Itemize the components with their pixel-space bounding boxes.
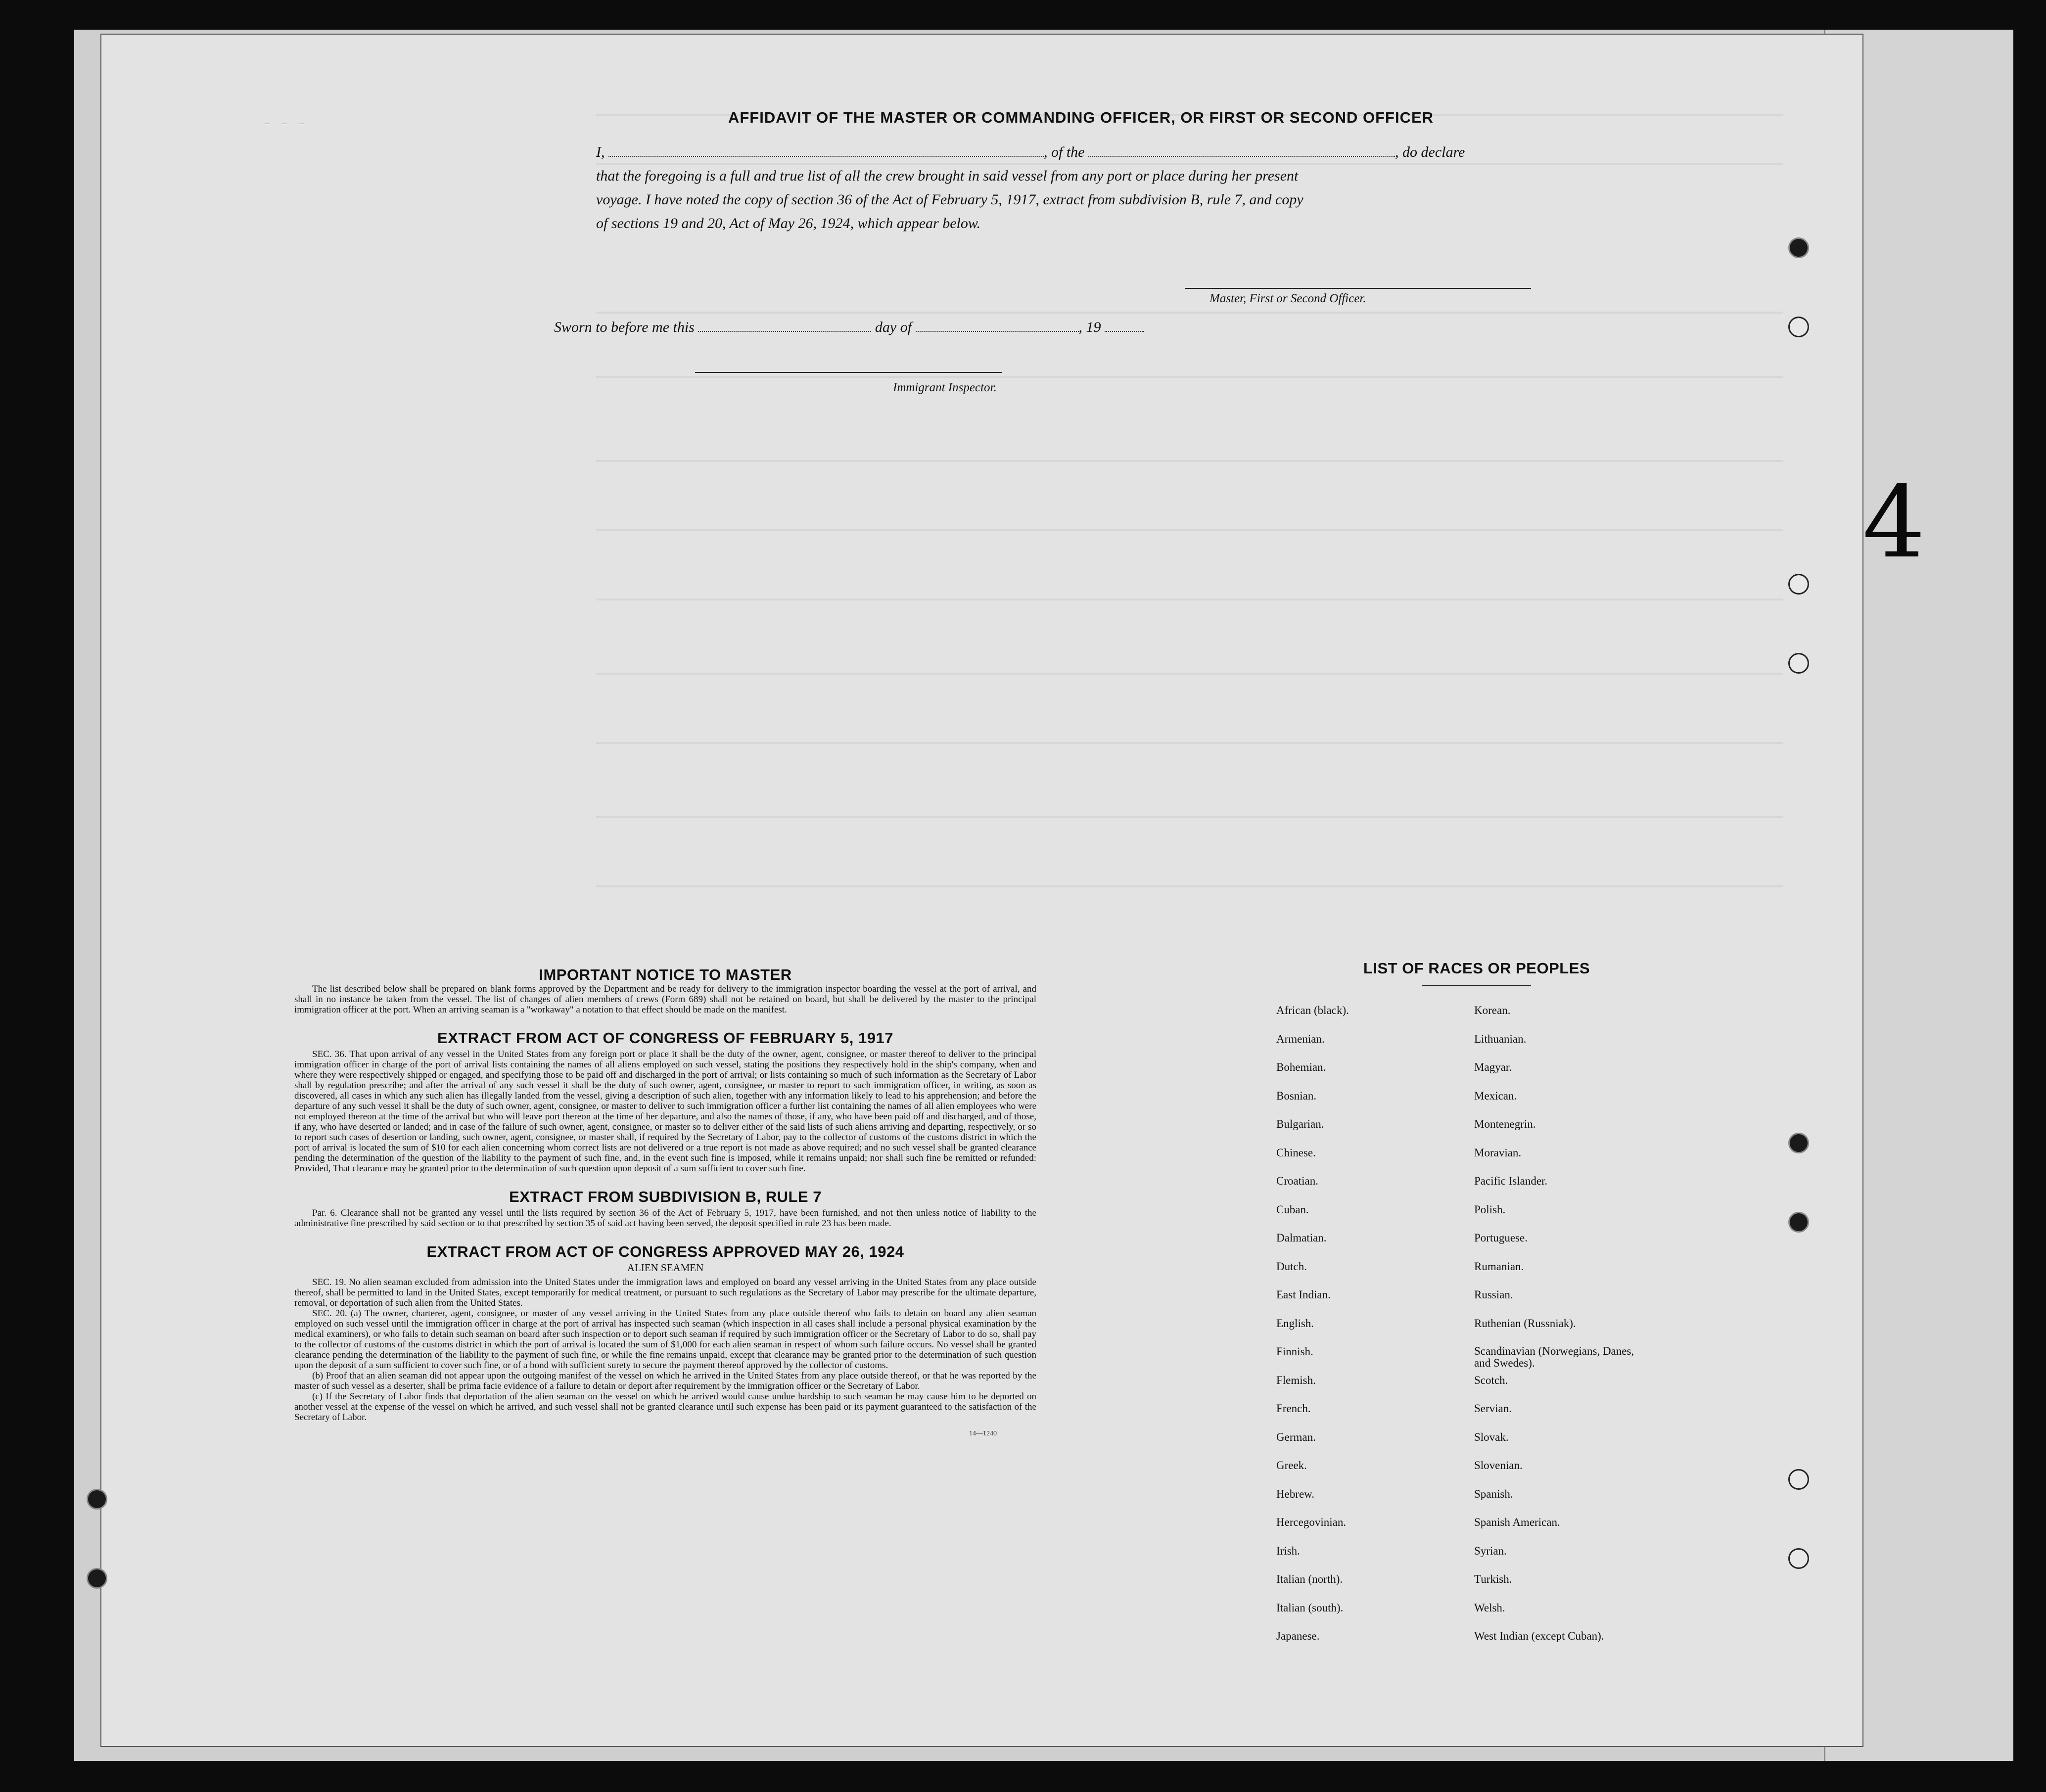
- race-item: Russian.: [1474, 1288, 1513, 1301]
- affidavit-title: AFFIDAVIT OF THE MASTER OR COMMANDING OFFICER, OR FIRST OR SECOND OFFICER: [728, 109, 1434, 126]
- master-signature-line[interactable]: [1185, 288, 1531, 289]
- alien-seamen-heading: ALIEN SEAMEN: [627, 1262, 704, 1274]
- race-item: Hercegovinian.: [1276, 1516, 1347, 1528]
- section-20b-text: (b) Proof that an alien seaman did not appear upon the outgoing manifest of the vessel on which he arrived in the United States from any place outside thereof, or that he was reported by the master of such vessel as a deserter, shall be prima facie evidence of a failure to detain or deport after requirement by the immigration officer or the Secretary of Labor.: [294, 1371, 1036, 1391]
- races-right-column: [1474, 1004, 1672, 1658]
- race-item: Moravian.: [1474, 1146, 1522, 1159]
- races-title: LIST OF RACES OR PEOPLES: [1363, 960, 1590, 977]
- extract-1924-title: EXTRACT FROM ACT OF CONGRESS APPROVED MAY 26, 1924: [426, 1243, 904, 1260]
- race-item: Pacific Islander.: [1474, 1175, 1548, 1187]
- race-item: Finnish.: [1276, 1345, 1313, 1358]
- binder-hole: [1788, 1548, 1809, 1569]
- race-item: Mexican.: [1474, 1089, 1517, 1102]
- sworn-year-blank[interactable]: [1105, 319, 1144, 332]
- race-item: Montenegrin.: [1474, 1118, 1536, 1130]
- race-item: Welsh.: [1474, 1601, 1505, 1614]
- sworn-line: [554, 316, 1144, 339]
- race-item: French.: [1276, 1402, 1311, 1415]
- affidavit-section: [596, 109, 1585, 235]
- race-item: Hebrew.: [1276, 1487, 1315, 1500]
- handwritten-page-number: 4: [1862, 465, 1926, 580]
- day-of-text: day of: [875, 319, 912, 335]
- sworn-day-blank[interactable]: [698, 319, 871, 332]
- race-item: Armenian.: [1276, 1032, 1325, 1045]
- master-signature-label: Master, First or Second Officer.: [1209, 292, 1366, 305]
- affidavit-line-3: voyage. I have noted the copy of section 36 of the Act of February 5, 1917, extract from subdivision B, rule 7, and copy: [596, 191, 1303, 208]
- race-item: Chinese.: [1276, 1146, 1316, 1159]
- race-item: English.: [1276, 1317, 1314, 1330]
- race-item: Bosnian.: [1276, 1089, 1317, 1102]
- extract-1917-body: SEC. 36. That upon arrival of any vessel in the United States from any foreign port or place it shall be the duty of the owner, agent, consignee, or master thereof to deliver to the principal immigration officer in charge of the port of arrival lists containing the names of all aliens employed on such vessel, stating the positions they respectively hold in the ship's company, when and where they were respectively shipped or engaged, and specifying those to be paid off and discharged in the port of arrival; or lists containing so much of such information as the Secretary of Labor shall by regulation prescribe; and after the arrival of any such vessel it shall be the duty of such owner, agent, consignee, or master to report to such immigration officer, in writing, as soon as discovered, all cases in which any such alien has illegally landed from the vessel, giving a description of such alien, together with any information likely to lead to his apprehension; and before the departure of any such vessel it shall be the duty of such owner, agent, consignee, or master to deliver to such immigration officer a further list containing the names of all alien employees who were not employed thereon at the time of the arrival but who will leave port thereon at the time of her departure, and also the names of those, if any, who have been paid off and discharged, and of those, if any, who have deserted or landed; and in case of the failure of such owner, agent, consignee, or master so to deliver either of the said lists of such aliens arriving and departing, respectively, or so to report such cases of desertion or landing, such owner, agent, consignee, or master shall, if required by the Secretary of Labor, pay to the collector of customs of the customs district in which the port of arrival is located the sum of $10 for each alien concerning whom correct lists are not delivered or a true report is not made as above required; and no such vessel shall be granted clearance pending the determination of the question of the liability to the payment of such fine, and, in the event such fine is imposed, while it remains unpaid; nor shall such fine be remitted or refunded: Provided, That clearance may be granted prior to the determination of such question upon deposit of a sum sufficient to cover such fine.: [294, 1049, 1036, 1174]
- form-number: 14—1240: [969, 1430, 997, 1437]
- race-item: Irish.: [1276, 1544, 1300, 1557]
- race-item: Italian (north).: [1276, 1573, 1343, 1585]
- race-item: Slovak.: [1474, 1430, 1509, 1443]
- races-section: [1264, 960, 1689, 1642]
- race-item: Portuguese.: [1474, 1232, 1528, 1244]
- race-item: West Indian (except Cuban).: [1474, 1630, 1604, 1642]
- race-item: Turkish.: [1474, 1573, 1512, 1585]
- affidavit-line-1: [596, 140, 1585, 164]
- binder-hole: [1788, 1469, 1809, 1490]
- race-item: Scotch.: [1474, 1374, 1508, 1386]
- race-item: Flemish.: [1276, 1374, 1316, 1386]
- race-item: Bulgarian.: [1276, 1118, 1324, 1130]
- extract-rule7-body: Par. 6. Clearance shall not be granted any vessel until the lists required by section 36 of the Act of February 5, 1917, have been furnished, and not then unless notice of liability to the administrative fine prescribed by said section or to that prescribed by section 35 of said act having been served, the deposit specified in rule 23 has been made.: [294, 1208, 1036, 1229]
- race-item: Japanese.: [1276, 1630, 1320, 1642]
- race-item: Italian (south).: [1276, 1601, 1344, 1614]
- race-item: Polish.: [1474, 1203, 1506, 1216]
- binder-hole: [1788, 574, 1809, 595]
- race-item: East Indian.: [1276, 1288, 1331, 1301]
- binder-hole: [87, 1489, 107, 1510]
- affidavit-line-2: that the foregoing is a full and true list of all the crew brought in said vessel from any port or place during her present: [596, 168, 1299, 184]
- manifest-page: [101, 35, 1926, 1746]
- race-item: German.: [1276, 1430, 1316, 1443]
- binder-hole: [1788, 653, 1809, 674]
- races-title-rule: [1422, 985, 1531, 986]
- affidavit-declare: , do declare: [1395, 144, 1465, 160]
- faint-header-marks: – – –: [265, 118, 309, 129]
- race-item: Lithuanian.: [1474, 1032, 1527, 1045]
- race-item: Spanish.: [1474, 1487, 1513, 1500]
- race-item: Dalmatian.: [1276, 1232, 1327, 1244]
- race-item: Syrian.: [1474, 1544, 1507, 1557]
- notice-body: The list described below shall be prepared on blank forms approved by the Department and be ready for delivery to the immigration inspector boarding the vessel at the port of arrival, and shall in no instance be taken from the vessel. The list of changes of alien members of crews (Form 689) shall not be retained on board, but shall be delivered by the master to the principal immigration officer at the port. When an arriving seaman is a "workaway" a notation to that effect should be made on the manifest.: [294, 984, 1036, 1015]
- extract-1917-title: EXTRACT FROM ACT OF CONGRESS OF FEBRUARY 5, 1917: [437, 1029, 893, 1047]
- race-item: Bohemian.: [1276, 1061, 1326, 1073]
- extract-rule7-title: EXTRACT FROM SUBDIVISION B, RULE 7: [509, 1188, 822, 1205]
- race-item: Croatian.: [1276, 1175, 1318, 1187]
- race-item: Rumanian.: [1474, 1260, 1524, 1273]
- binder-hole: [1788, 1212, 1809, 1233]
- binder-hole: [87, 1568, 107, 1589]
- races-left-column: [1276, 1004, 1474, 1658]
- affidavit-of-the: , of the: [1044, 144, 1085, 160]
- race-item: Ruthenian (Russniak).: [1474, 1317, 1576, 1330]
- binder-hole: [1788, 317, 1809, 337]
- year-prefix: , 19: [1078, 319, 1101, 335]
- section-19-text: SEC. 19. No alien seaman excluded from admission into the United States under the immigration laws and employed on board any vessel arriving in the United States from any place outside thereof, shall be permitted to land in the United States, except temporarily for medical treatment, or pursuant to such regulations as the Secretary of Labor may prescribe for the ultimate departure, removal, or deportation of such alien from the United States.: [294, 1277, 1036, 1308]
- race-item: Slovenian.: [1474, 1459, 1523, 1471]
- notice-title: IMPORTANT NOTICE TO MASTER: [539, 966, 792, 983]
- inspector-signature-label: Immigrant Inspector.: [893, 381, 997, 394]
- inspector-signature-line[interactable]: [695, 372, 1002, 373]
- binder-hole: [1788, 237, 1809, 258]
- race-item: Servian.: [1474, 1402, 1512, 1415]
- section-20a-text: SEC. 20. (a) The owner, charterer, agent, consignee, or master of any vessel arriving in the United States from any place outside thereof who fails to detain on board any alien seaman employed on such vessel until the immigration officer in charge at the port of arrival has inspected such seaman (which inspection in all cases shall include a personal physical examination by the medical examiners), or who fails to detain such seaman on board after such inspection or to deport such seaman if required by such immigration officer or the Secretary of Labor to do so, shall pay to the collector of customs of the customs district in which the port of arrival is located the sum of $1,000 for each alien seaman in respect of whom such failure occurs. No vessel shall be granted clearance pending the determination of the liability to the payment of such fine, or while the fine remains unpaid, except that clearance may be granted prior to the determination of such question upon the deposit of a sum sufficient to cover such fine, or of a bond with sufficient surety to secure the payment thereof approved by the collector of customs.: [294, 1308, 1036, 1371]
- race-item: Dutch.: [1276, 1260, 1307, 1273]
- race-item: Korean.: [1474, 1004, 1511, 1016]
- race-item: Magyar.: [1474, 1061, 1512, 1073]
- sworn-text: Sworn to before me this: [554, 319, 695, 335]
- notice-section: [294, 966, 1036, 1439]
- affidavit-line-4: of sections 19 and 20, Act of May 26, 1924, which appear below.: [596, 215, 981, 231]
- race-item: Scandinavian (Norwegians, Danes, and Swedes).: [1474, 1345, 1634, 1369]
- binder-hole: [1788, 1133, 1809, 1153]
- affidavit-i: I,: [596, 144, 605, 160]
- vessel-name-blank[interactable]: [1088, 144, 1395, 157]
- officer-name-blank[interactable]: [608, 144, 1044, 157]
- race-item: Greek.: [1276, 1459, 1307, 1471]
- race-item: African (black).: [1276, 1004, 1349, 1016]
- race-item: Cuban.: [1276, 1203, 1309, 1216]
- sworn-month-blank[interactable]: [916, 319, 1079, 332]
- section-20c-text: (c) If the Secretary of Labor finds that deportation of the alien seaman on the vessel on which he arrived would cause undue hardship to such seaman he may cause him to be deported on another vessel at the expense of the vessel on which he arrived, and such vessel shall not be granted clearance until such expense has been paid or its payment guaranteed to the satisfaction of the Secretary of Labor.: [294, 1391, 1036, 1423]
- race-item: Spanish American.: [1474, 1516, 1560, 1528]
